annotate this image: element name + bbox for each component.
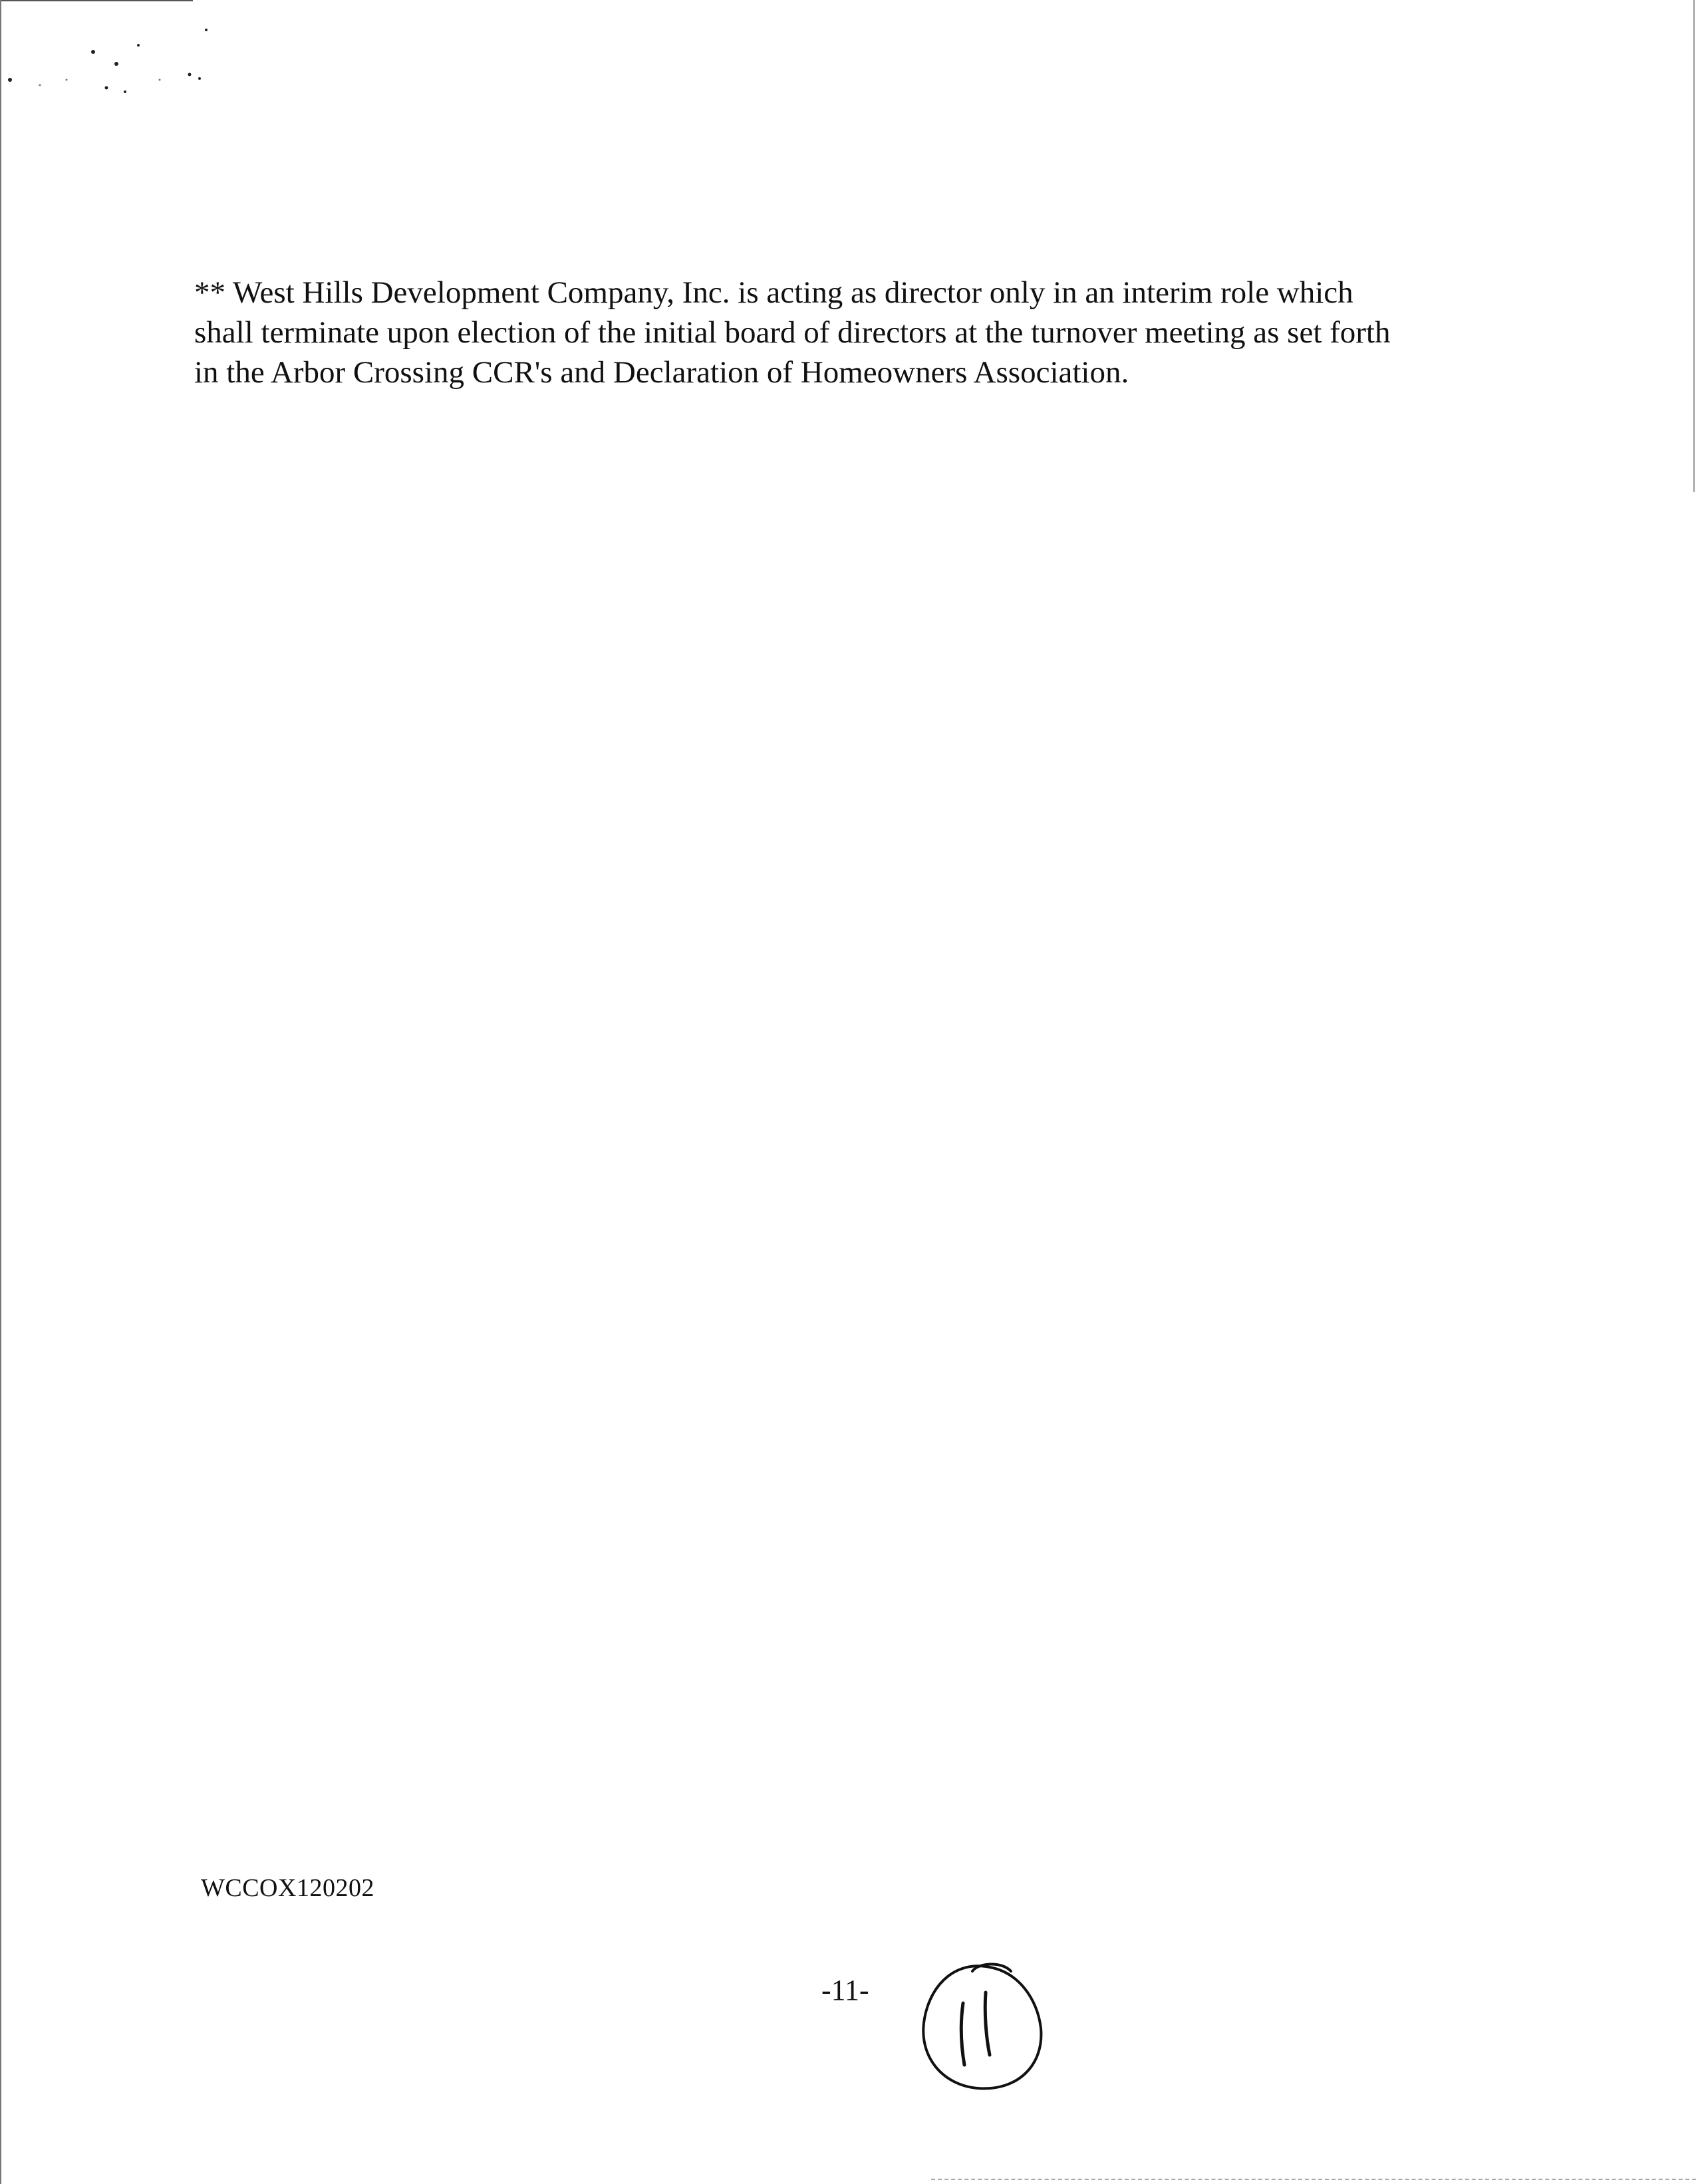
- page-number: -11-: [821, 1974, 869, 2006]
- footnote-line-2: shall terminate upon election of the initial board of directors at the turnover meeting as set forth: [194, 315, 1391, 350]
- scan-edge-bottom: [931, 2179, 1696, 2180]
- footnote-line-1: ** West Hills Development Company, Inc. is acting as director only in an interim role which: [194, 275, 1353, 310]
- footnote-line-3: in the Arbor Crossing CCR's and Declaration of Homeowners Association.: [194, 355, 1129, 390]
- scan-edge-right: [1693, 0, 1695, 492]
- scan-specks: [0, 0, 226, 120]
- interim-director-footnote: [194, 273, 1524, 392]
- document-code: WCCOX120202: [201, 1874, 374, 1902]
- circled-number-handwritten-icon: [911, 1955, 1051, 2102]
- scan-edge-left: [0, 0, 1, 2184]
